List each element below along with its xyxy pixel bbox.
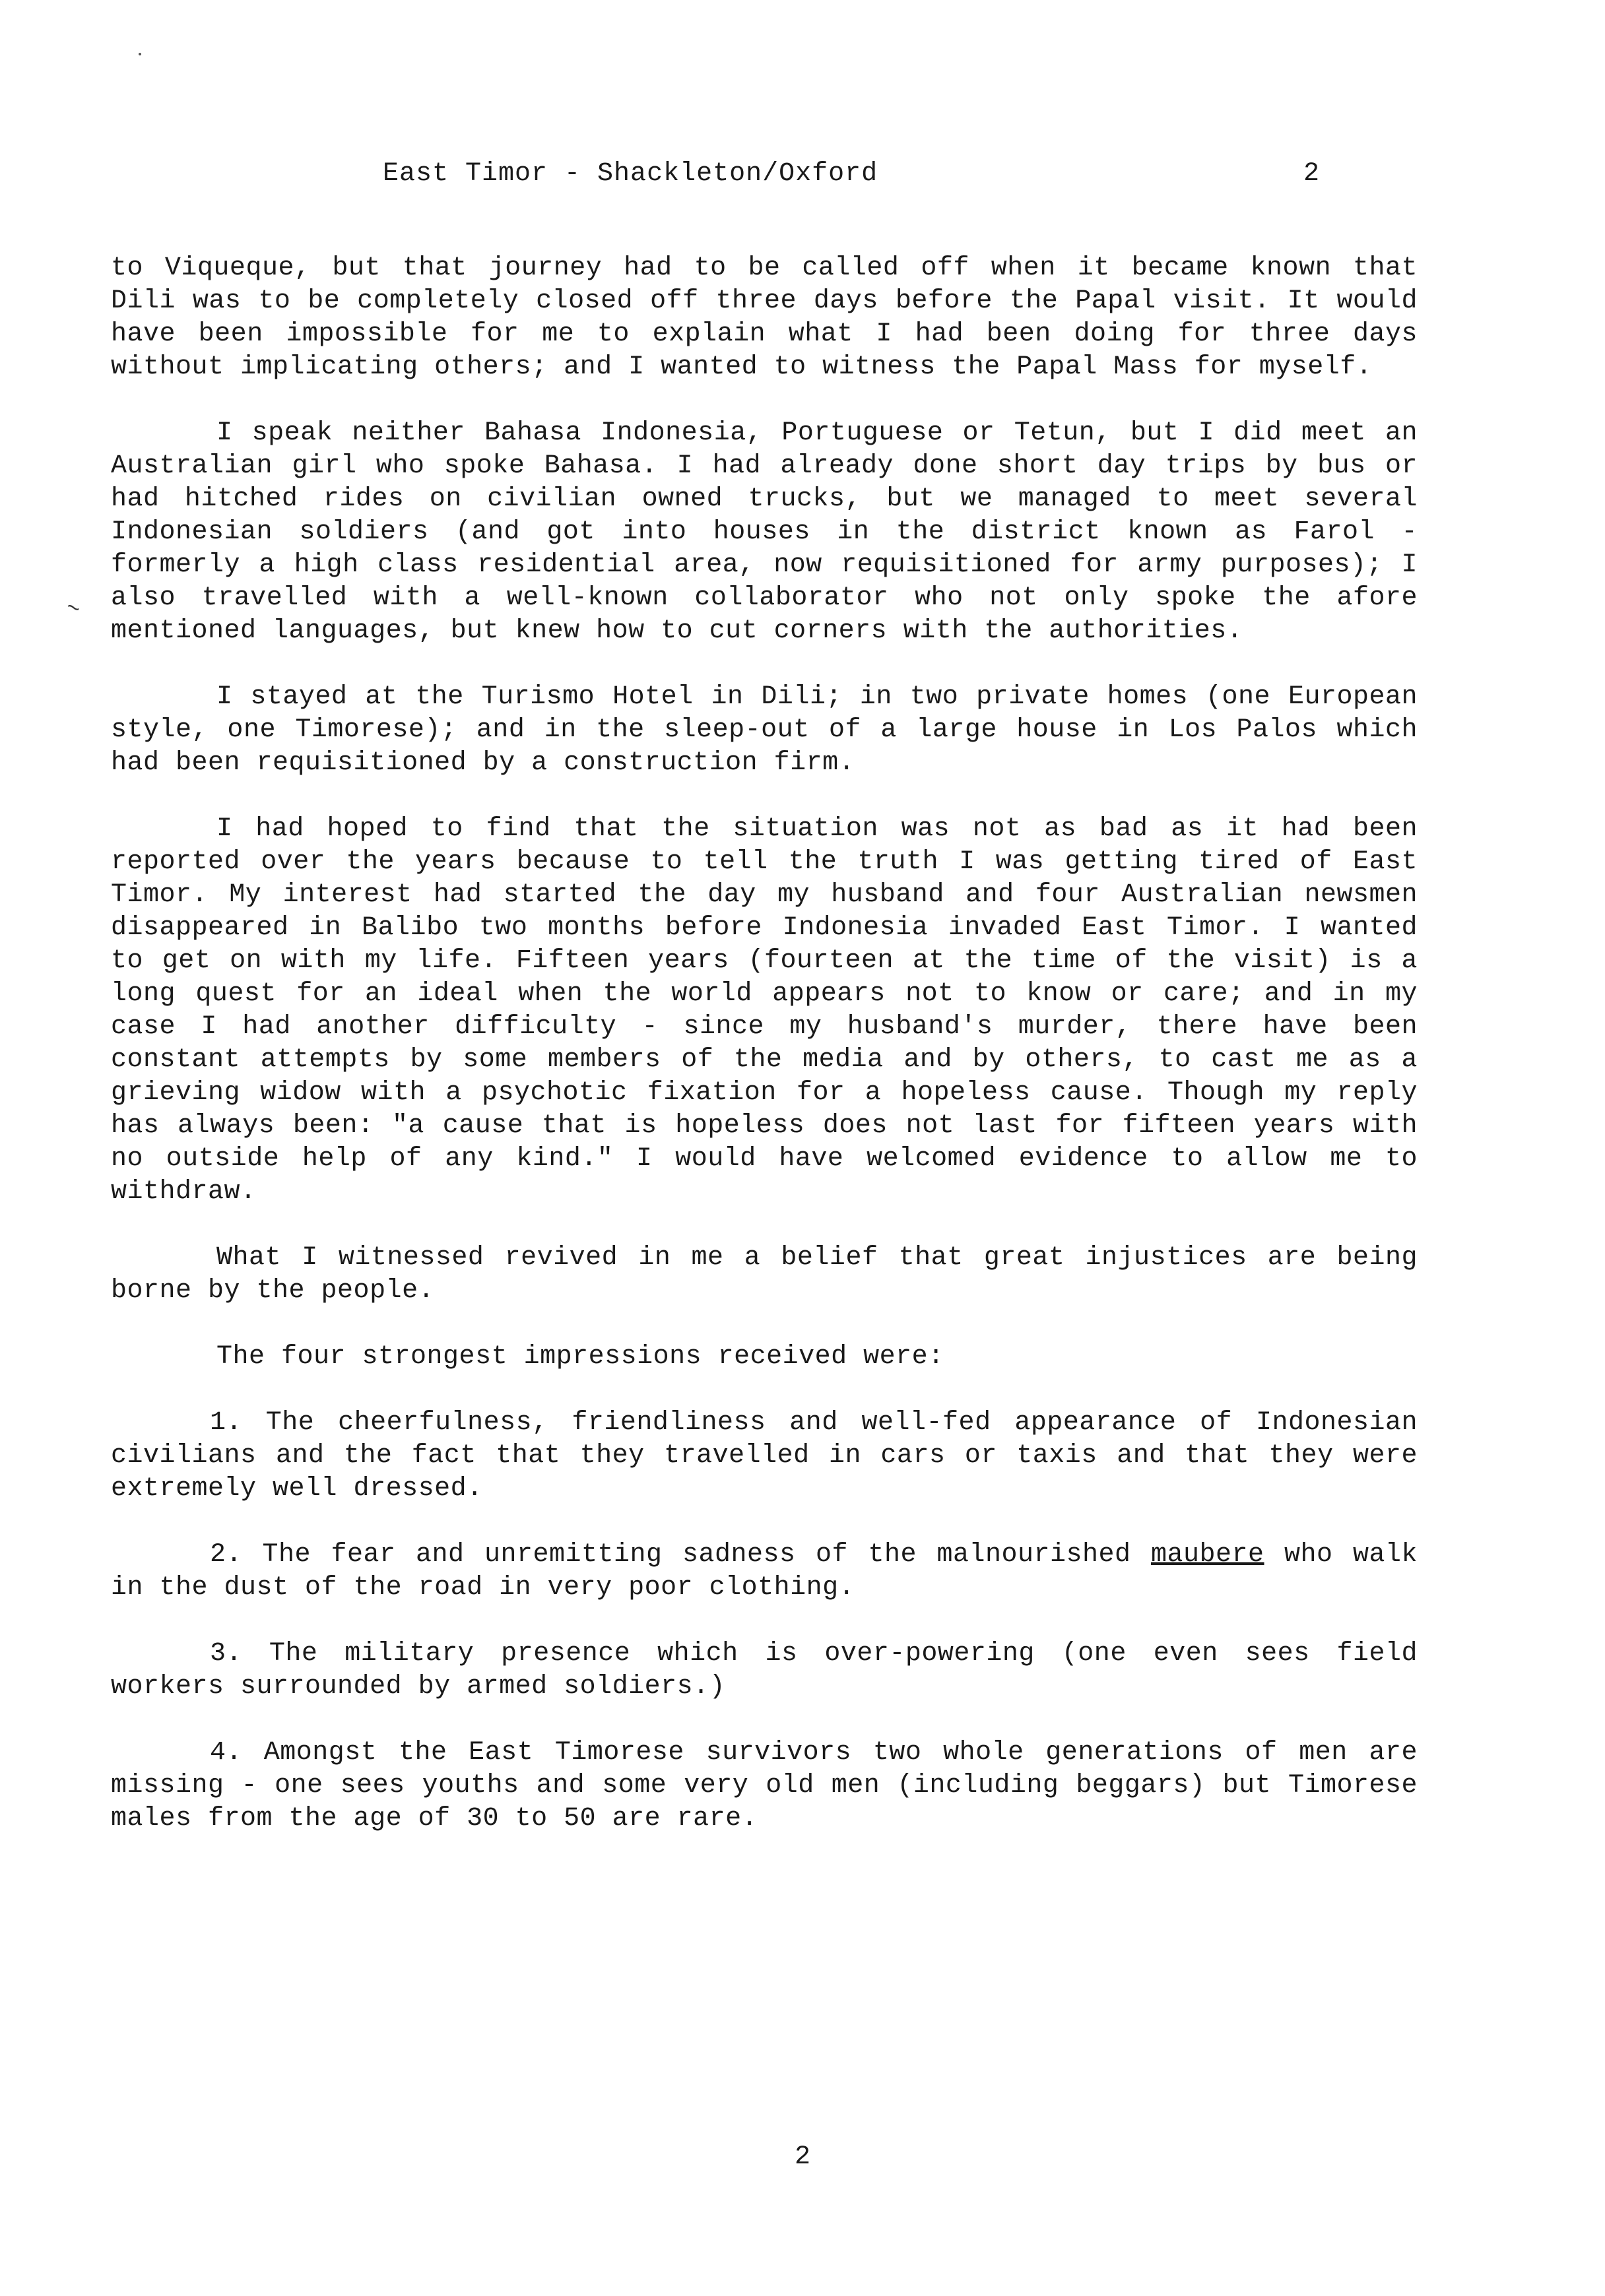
page-footer-number: 2 — [794, 2142, 810, 2172]
impression-item-4: 4. Amongst the East Timorese survivors two whole generations of men are missing - one sees youths and some very old men (including beggars) but Timorese males from the age of 30 to 50 are rare. — [111, 1738, 1418, 1834]
header-title: East Timor - Shackleton/Oxford — [383, 159, 878, 189]
paragraph-4: I had hoped to find that the situation was not as bad as it had been reported over the years because to tell the truth I was getting tired of East Timor. My interest had started the day my husband and four Australian newsmen disappeared in Balibo two months before Indonesia invaded East Timor. I wanted to get on with my life. Fifteen years (fourteen at the time of the visit) is a long quest for an ideal when the world appears not to know or care; and in my case I had another difficulty - since my husband's murder, there have been constant attempts by some members of the media and by others, to cast me as a grieving widow with a psychotic fixation for a hopeless cause. Though my reply has always been: "a cause that is hopeless does not last for fifteen years with no outside help of any kind." I would have welcomed evidence to allow me to withdraw. — [111, 814, 1418, 1207]
impression-item-2 — [111, 1539, 1418, 1605]
impression-item-1: 1. The cheerfulness, friendliness and well-fed appearance of Indonesian civilians and the fact that they travelled in cars or taxis and that they were extremely well dressed. — [111, 1408, 1418, 1504]
impression-item-2-rest: who walk in the dust of the road in very poor clothing. — [111, 1540, 1418, 1603]
paragraph-6: The four strongest impressions received were: — [216, 1342, 944, 1372]
impression-item-3: 3. The military presence which is over-powering (one even sees field workers surrounded by armed soldiers.) — [111, 1639, 1418, 1702]
scan-speck — [139, 53, 141, 55]
paragraph-1: to Viqueque, but that journey had to be called off when it became known that Dili was to be completely closed off three days before the Papal visit. It would have been impossible for me to explain what I had been doing for three days without implicating others; and I wanted to witness the Papal Mass for myself. — [111, 253, 1418, 382]
page-header — [383, 154, 1320, 194]
document-body — [111, 252, 1418, 1868]
margin-annotation-mark: ~ — [62, 595, 84, 624]
header-page-number: 2 — [1303, 159, 1320, 189]
paragraph-3: I stayed at the Turismo Hotel in Dili; in two private homes (one European style, one Timorese); and in the sleep-out of a large house in Los Palos which had been requisitioned by a construction firm. — [111, 682, 1418, 778]
impression-item-2-start: 2. The fear and unremitting sadness of the malnourished — [210, 1540, 1131, 1570]
underlined-word-maubere: maubere — [1150, 1540, 1264, 1570]
paragraph-5: What I witnessed revived in me a belief that great injustices are being borne by the people. — [111, 1243, 1418, 1306]
paragraph-2: I speak neither Bahasa Indonesia, Portuguese or Tetun, but I did meet an Australian girl who spoke Bahasa. I had already done short day trips by bus or had hitched rides on civilian owned trucks, but we managed to meet several Indonesian soldiers (and got into houses in the district known as Farol - formerly a high class residential area, now requisitioned for army purposes); I also travelled with a well-known collaborator who not only spoke the afore mentioned languages, but knew how to cut corners with the authorities. — [111, 418, 1418, 646]
